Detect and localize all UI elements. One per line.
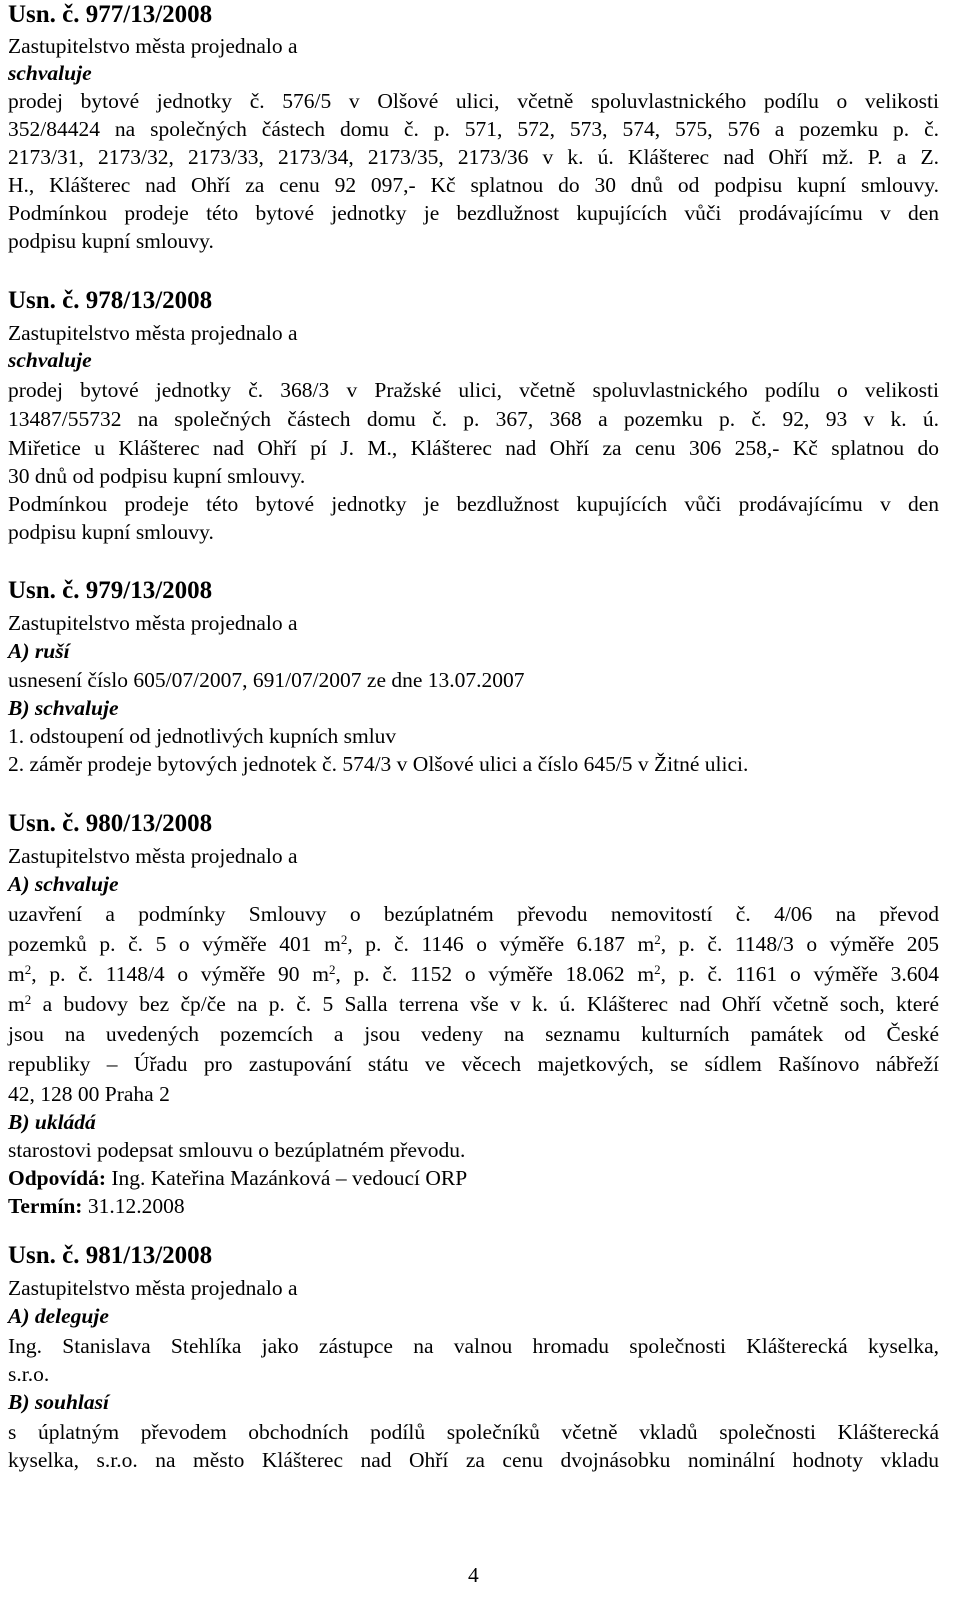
resolution-980-text-4: $m^2$ a budovy bez čp/če na p. č. 5 Salla terrena vše v k. ú. Klášterec nad Ohří včetně soch, které [8,992,939,1016]
resolution-977-text-1: prodej bytové jednotky č. 576/5 v Olšové ulici, včetně spoluvlastnického podílu o velikosti [8,89,939,113]
page-number: 4 [468,1563,479,1587]
resolution-978-text-3: Miřetice u Klášterec nad Ohří pí J. M., Klášterec nad Ohří za cenu 306 258,- Kč splatnou do [8,436,939,460]
resolution-977-verb: schvaluje [8,61,92,85]
resolution-978-condition-1: Podmínkou prodeje této bytové jednotky je bezdlužnost kupujících vůči prodávajícímu v den [8,492,939,516]
resolution-978-text-2: 13487/55732 na společných částech domu č. p. 367, 368 a pozemku p. č. 92, 93 v k. ú. [8,407,939,431]
resolution-977-text-4: H., Klášterec nad Ohří za cenu 92 097,- Kč splatnou do 30 dnů od podpisu kupní smlouvy. [8,173,939,197]
resolution-979-text-1: usnesení číslo 605/07/2007, 691/07/2007 ze dne 13.07.2007 [8,668,525,692]
resolution-981-text-1: Ing. Stanislava Stehlíka jako zástupce na valnou hromadu společnosti Klášterecká kyselka, [8,1334,939,1358]
resolution-977-condition-1: Podmínkou prodeje této bytové jednotky je bezdlužnost kupujících vůči prodávajícímu v den [8,201,939,225]
resolution-980-council: Zastupitelstvo města projednalo a [8,844,298,868]
resolution-981-verb-a: A) deleguje [8,1304,109,1328]
resolution-980-deadline: Termín: 31.12.2008 [8,1194,185,1218]
resolution-978-council: Zastupitelstvo města projednalo a [8,321,298,345]
resolution-981-title: Usn. č. 981/13/2008 [8,1242,213,1269]
resolution-980-text-8: starostovi podepsat smlouvu o bezúplatném převodu. [8,1138,466,1162]
resolution-980-text-5: jsou na uvedených pozemcích a jsou vedeny na seznamu kulturních památek od České [8,1022,939,1046]
resolution-978-verb: schvaluje [8,348,92,372]
resolution-981-council: Zastupitelstvo města projednalo a [8,1276,298,1300]
resolution-978-text-1: prodej bytové jednotky č. 368/3 v Pražské ulici, včetně spoluvlastnického podílu o velikosti [8,378,939,402]
resolution-981-text-2: s.r.o. [8,1362,50,1386]
resolution-980-text-6: republiky – Úřadu pro zastupování státu ve věcech majetkových, se sídlem Rašínovo nábřeží [8,1052,939,1076]
resolution-979-item-2: 2. záměr prodeje bytových jednotek č. 574/3 v Olšové ulici a číslo 645/5 v Žitné ulici. [8,752,749,776]
resolution-977-title: Usn. č. 977/13/2008 [8,1,213,28]
resolution-979-title: Usn. č. 979/13/2008 [8,577,213,604]
resolution-978-text-4: 30 dnů od podpisu kupní smlouvy. [8,464,306,488]
resolution-981-text-4: kyselka, s.r.o. na město Klášterec nad Ohří za cenu dvojnásobku nominální hodnoty vkladu [8,1448,939,1472]
resolution-979-item-1: 1. odstoupení od jednotlivých kupních smluv [8,724,397,748]
resolution-980-text-7: 42, 128 00 Praha 2 [8,1082,170,1106]
resolution-977-condition-2: podpisu kupní smlouvy. [8,229,214,253]
resolution-980-text-3: $m^2$, p. č. 1148/4 o výměře 90 $m^2$, p. č. 1152 o výměře 18.062 $m^2$, p. č. 1161 o výměře 3.604 [8,962,939,986]
resolution-978-title: Usn. č. 978/13/2008 [8,287,213,314]
resolution-977-text-3: 2173/31, 2173/32, 2173/33, 2173/34, 2173/35, 2173/36 v k. ú. Klášterec nad Ohří mž. P. a Z. [8,145,939,169]
resolution-979-verb-a: A) ruší [8,639,70,663]
resolution-980-title: Usn. č. 980/13/2008 [8,810,213,837]
resolution-980-verb-a: A) schvaluje [8,872,119,896]
resolution-980-text-2: pozemků p. č. 5 o výměře 401 $m^2$, p. č. 1146 o výměře 6.187 $m^2$, p. č. 1148/3 o výměře 205 [8,932,940,956]
resolution-978-condition-2: podpisu kupní smlouvy. [8,520,214,544]
resolution-979-verb-b: B) schvaluje [8,696,119,720]
resolution-977-council: Zastupitelstvo města projednalo a [8,34,298,58]
resolution-981-text-3: s úplatným převodem obchodních podílů společníků včetně vkladů společnosti Klášterecká [8,1420,939,1444]
resolution-980-responsible: Odpovídá: Ing. Kateřina Mazánková – vedoucí ORP [8,1166,468,1190]
resolution-981-verb-b: B) souhlasí [8,1390,109,1414]
resolution-980-verb-b: B) ukládá [8,1110,96,1134]
resolution-979-council: Zastupitelstvo města projednalo a [8,611,298,635]
resolution-980-text-1: uzavření a podmínky Smlouvy o bezúplatném převodu nemovitostí č. 4/06 na převod [8,902,939,926]
resolution-977-text-2: 352/84424 na společných částech domu č. p. 571, 572, 573, 574, 575, 576 a pozemku p. č. [8,117,939,141]
